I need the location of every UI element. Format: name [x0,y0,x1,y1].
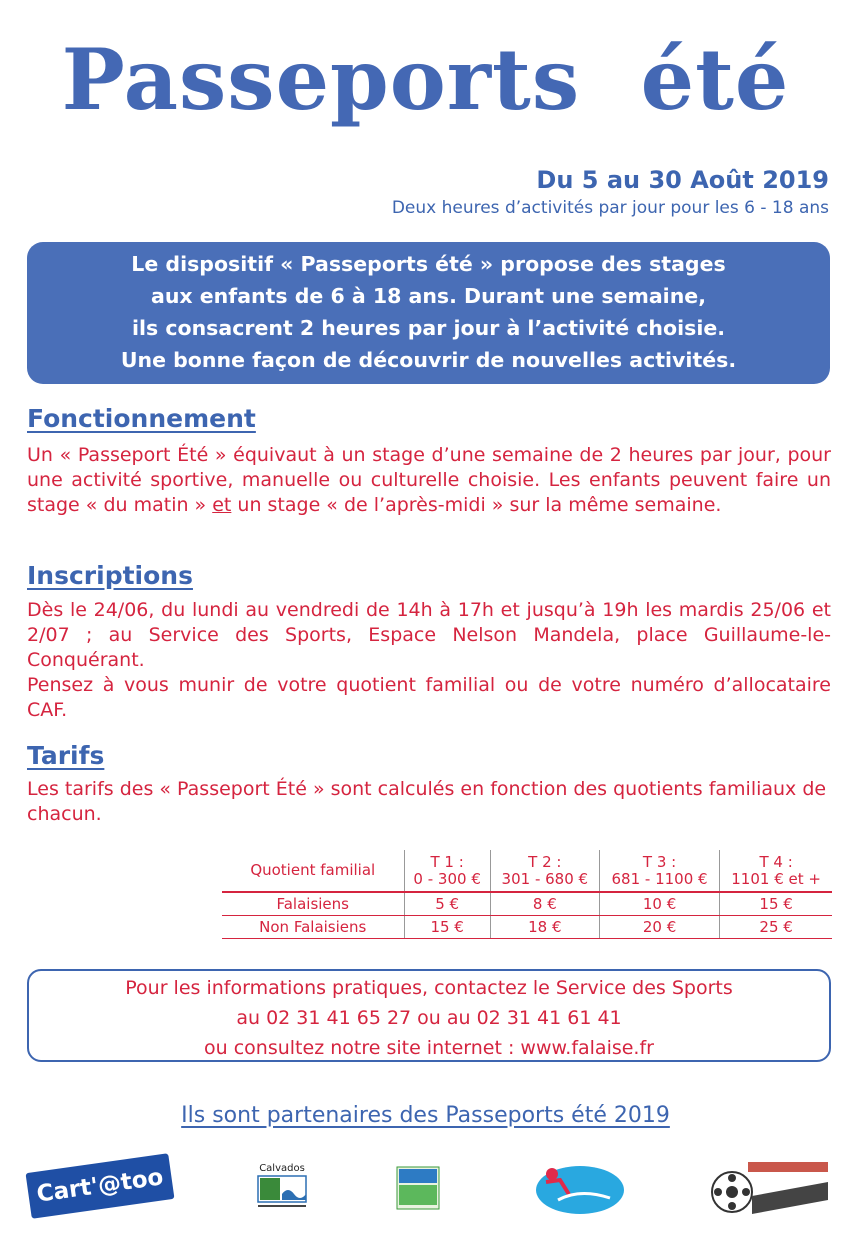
table-cell: 5 € [404,892,490,915]
fonctionnement-text-1: Un « Passeport Été » équivaut à un stage d’une semaine de 2 heures par jour, pour une activité sportive, manuelle ou culturelle choisie. Les enfants peuvent faire un stage « du matin » [27,444,831,516]
formeo-logo [393,1163,443,1213]
contact-phone: au 02 31 41 65 27 ou au 02 31 41 61 41 [236,1007,622,1029]
fonctionnement-text-2: un stage « de l’après-midi » sur la même semaine. [231,494,722,516]
partners-title: Ils sont partenaires des Passeports été 2019 [181,1103,670,1128]
table-row-label: Non Falaisiens [222,915,404,938]
event-subtitle: Deux heures d’activités par jour pour les 6 - 18 ans [391,198,829,218]
page-title: Passeports été [61,30,790,129]
inscriptions-text-1: Dès le 24/06, du lundi au vendredi de 14h à 17h et jusqu’à 19h les mardis 25/06 et 2/07 ; au Service des Sports, Espace Nelson Mandela, place Guillaume-le-Conquérant. [27,599,831,671]
calvados-emblem-icon [254,1174,310,1210]
intro-line: Le dispositif « Passeports été » propose des stages [131,252,726,276]
inscriptions-text [27,598,831,723]
intro-line: aux enfants de 6 à 18 ans. Durant une semaine, [150,284,706,308]
table-cell: 15 € [404,915,490,938]
table-cell: 15 € [720,892,832,915]
calvados-logo [254,1163,310,1215]
fonctionnement-heading: Fonctionnement [27,404,256,433]
intro-line: ils consacrent 2 heures par jour à l’activité choisie. [131,316,726,340]
contact-line: Pour les informations pratiques, contactez le Service des Sports [125,977,733,999]
intro-line: Une bonne façon de découvrir de nouvelles activités. [120,348,737,372]
entracte-cinema-logo [708,1160,832,1218]
table-column-header: T 3 : 681 - 1100 € [599,850,719,892]
table-header-row [222,850,832,892]
table-cell: 20 € [599,915,719,938]
table-row [222,892,832,915]
table-cell: 18 € [490,915,599,938]
tarifs-text: Les tarifs des « Passeport Été » sont calculés en fonction des quotients familiaux de chacun. [27,778,827,825]
inscriptions-heading: Inscriptions [27,561,193,590]
cartatoo-logo: Cart'@too [25,1153,174,1219]
table-column-header: T 1 : 0 - 300 € [404,850,490,892]
tarifs-heading: Tarifs [27,741,105,770]
table-cell: 10 € [599,892,719,915]
contact-box [27,969,831,1062]
fonctionnement-text [27,443,831,518]
inscriptions-text-2: Pensez à vous munir de votre quotient familial ou de votre numéro d’allocataire CAF. [27,674,831,721]
calvados-logo-text: Calvados [259,1163,305,1174]
table-row [222,915,832,938]
fonctionnement-emphasis: et [212,494,232,516]
table-row-header: Quotient familial [222,850,404,892]
contact-website[interactable]: ou consultez notre site internet : www.falaise.fr [204,1037,654,1059]
intro-box [27,242,830,384]
sport-club-logo [530,1160,626,1216]
table-column-header: T 4 : 1101 € et + [720,850,832,892]
table-column-header: T 2 : 301 - 680 € [490,850,599,892]
table-cell: 25 € [720,915,832,938]
event-dates: Du 5 au 30 Août 2019 [536,166,829,194]
table-row-label: Falaisiens [222,892,404,915]
tarifs-table [222,850,832,939]
table-cell: 8 € [490,892,599,915]
